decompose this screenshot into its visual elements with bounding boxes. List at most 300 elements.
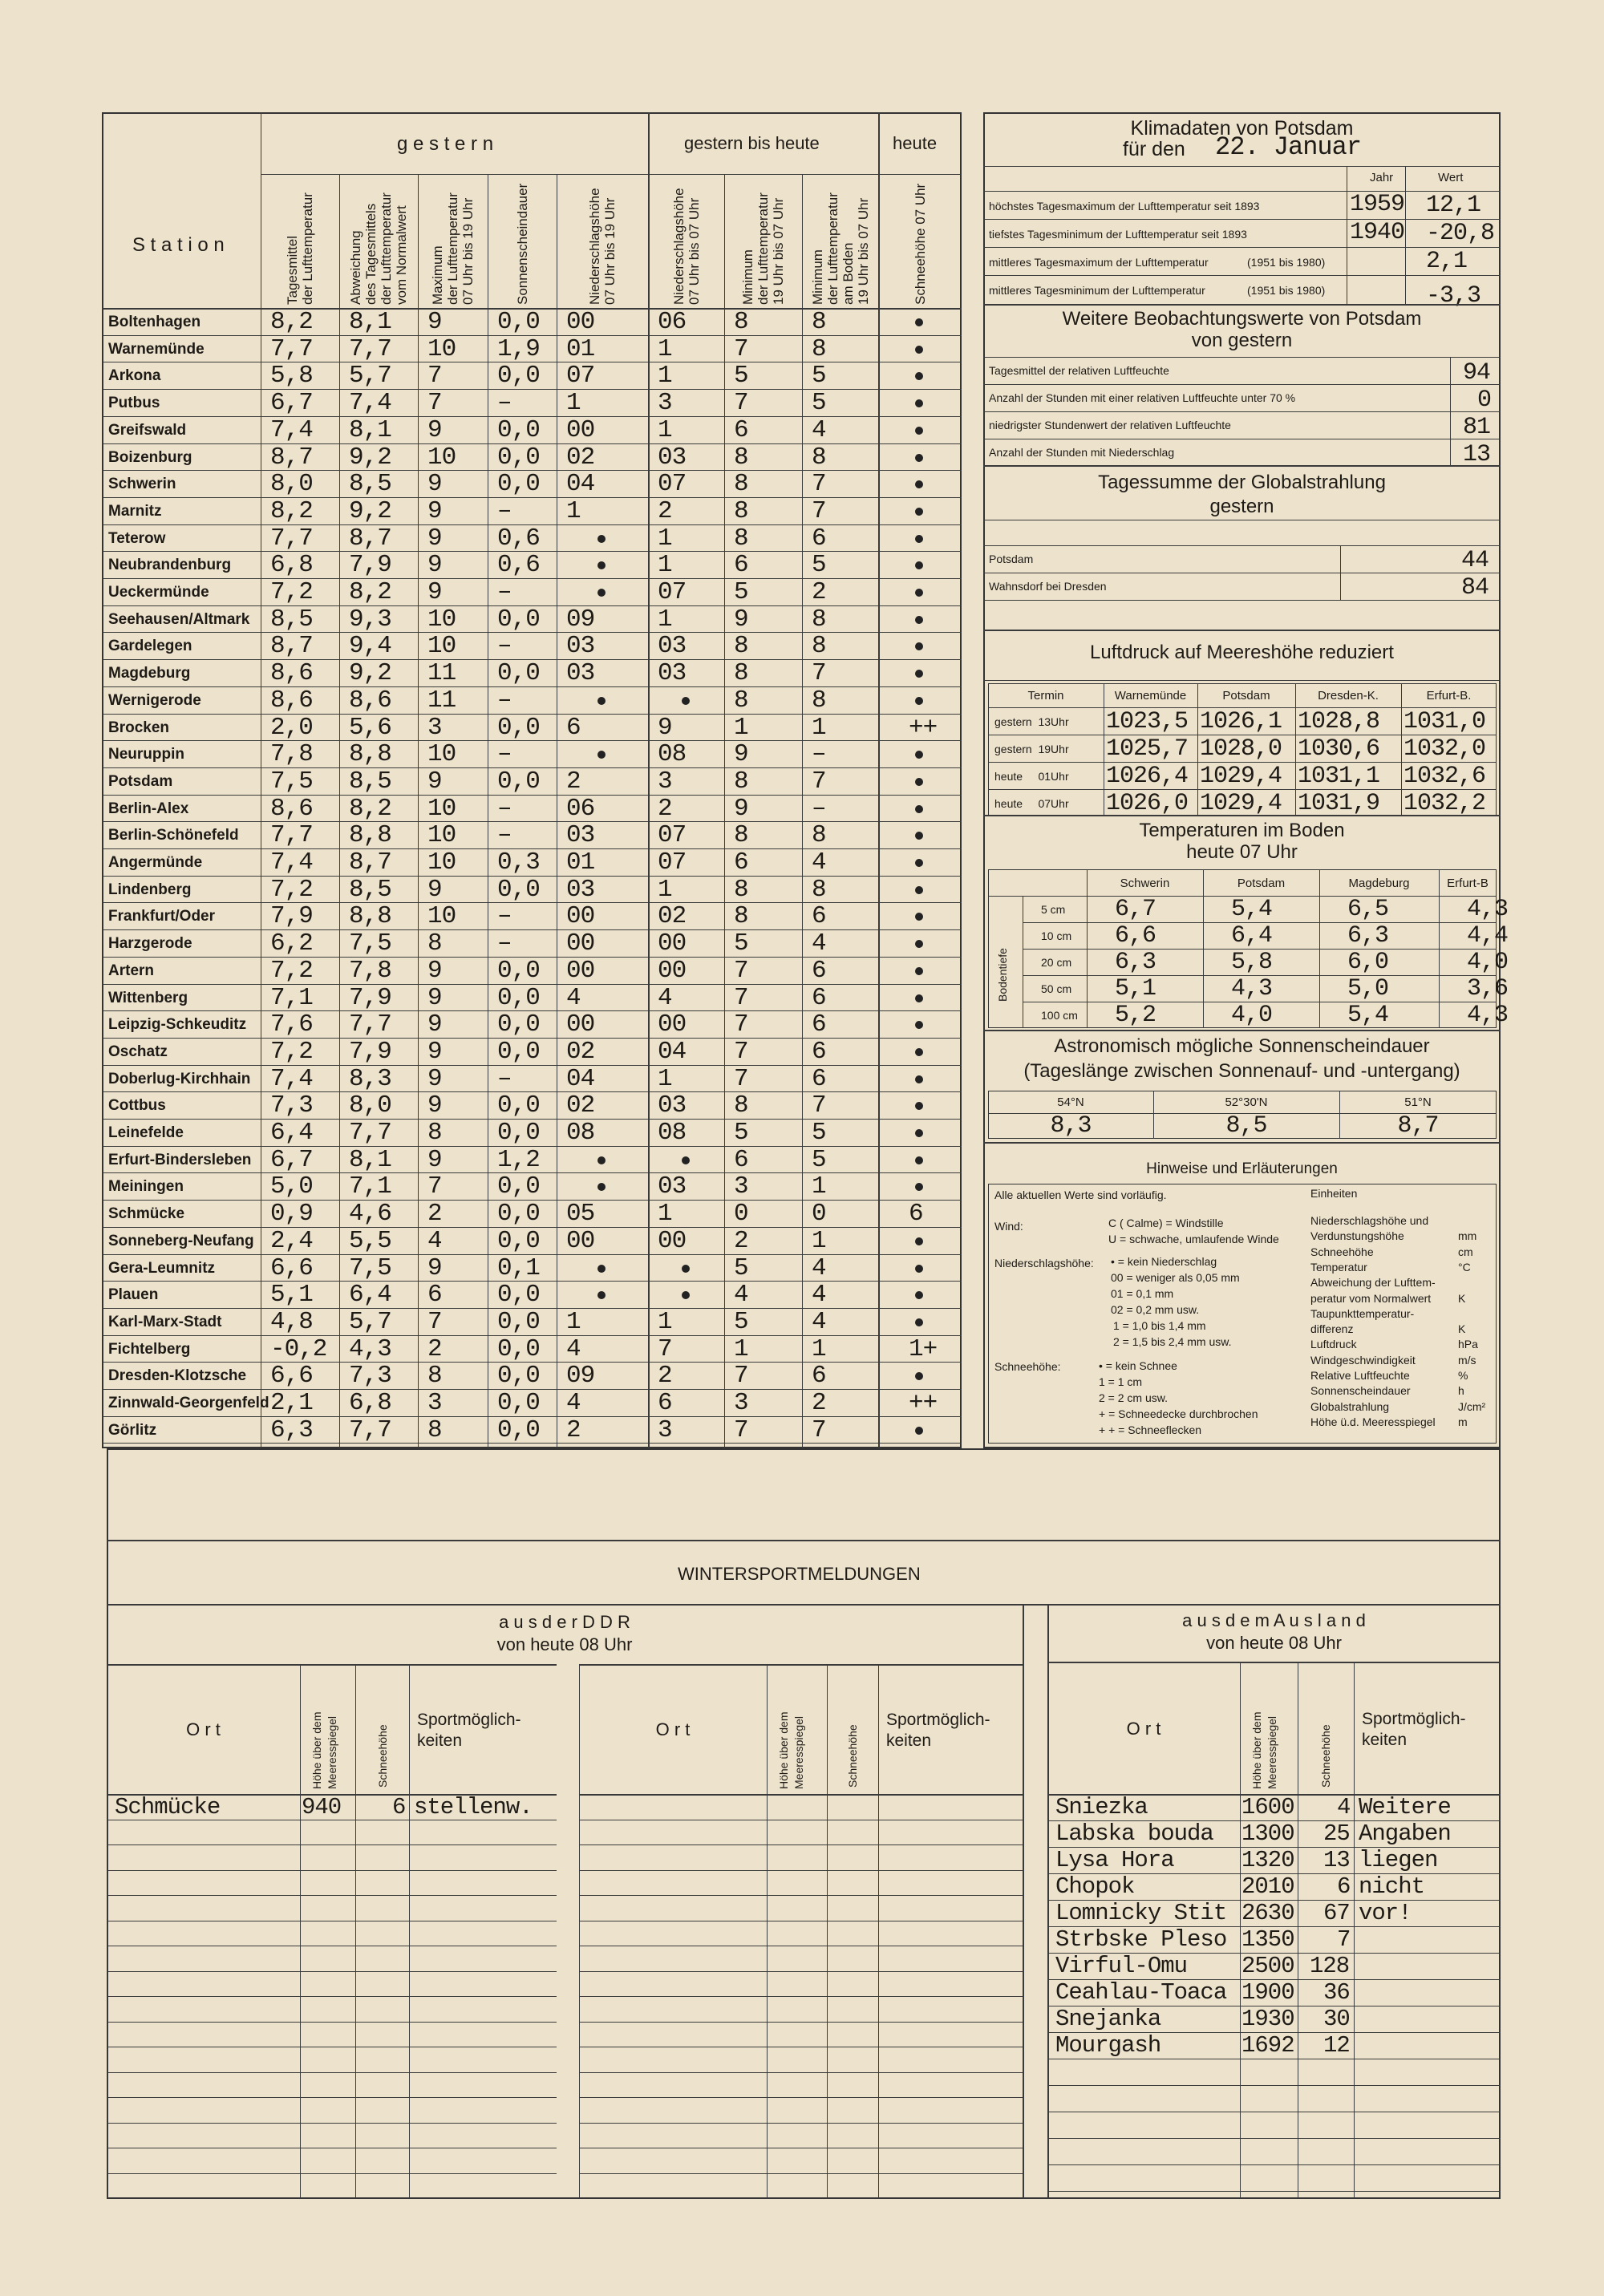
ddr-sport-header-2: keiten bbox=[417, 1731, 463, 1750]
value-cell: – bbox=[497, 496, 512, 525]
value-cell: 3 bbox=[427, 713, 442, 742]
ausland-schnee: 12 bbox=[1323, 2032, 1350, 2059]
value-cell: 00 bbox=[566, 902, 595, 931]
klima-wert: 2,1 bbox=[1426, 248, 1468, 275]
luftdruck-value: 1032,0 bbox=[1404, 735, 1486, 763]
station-name: Oschatz bbox=[108, 1043, 168, 1060]
unit-label: Sonnenscheindauer bbox=[1310, 1384, 1411, 1398]
value-cell: 1 bbox=[658, 524, 672, 553]
station-name: Karl-Marx-Stadt bbox=[108, 1313, 222, 1330]
boden-depth: 50 cm bbox=[1041, 982, 1072, 995]
value-cell: 7 bbox=[427, 1307, 442, 1336]
column-header-9 bbox=[913, 96, 928, 305]
station-name: Zinnwald-Georgenfeld bbox=[108, 1395, 269, 1411]
station-name: Seehausen/Altmark bbox=[108, 610, 250, 628]
station-name: Gardelegen bbox=[108, 638, 192, 655]
value-cell: 10 bbox=[427, 443, 456, 472]
ausland-schnee: 7 bbox=[1337, 1926, 1351, 1953]
value-cell: 0,0 bbox=[497, 875, 540, 904]
luftdruck-value: 1032,6 bbox=[1404, 763, 1486, 790]
luftdruck-title: Luftdruck auf Meereshöhe reduziert bbox=[1090, 642, 1394, 663]
station-name: Schmücke bbox=[108, 1205, 185, 1223]
ausland-schnee: 67 bbox=[1323, 1900, 1350, 1926]
astro-title: Astronomisch mögliche Sonnenscheindauer bbox=[1054, 1035, 1430, 1057]
boden-header: Erfurt-B bbox=[1447, 877, 1489, 890]
column-header-line: der Lufttemperatur bbox=[379, 192, 394, 305]
ausland-schnee: 128 bbox=[1310, 1953, 1350, 1979]
value-cell: 2 bbox=[734, 1226, 748, 1255]
ausland-col-divider bbox=[1354, 1662, 1355, 2199]
ddr-row-line bbox=[107, 1971, 557, 1972]
luftdruck-termin: gestern 13Uhr bbox=[994, 715, 1069, 728]
station-name: Artern bbox=[108, 962, 155, 979]
klima-row-range: (1951 bis 1980) bbox=[1247, 284, 1326, 297]
column-header-line: der Lufttemperatur bbox=[755, 192, 771, 305]
value-cell: 9 bbox=[427, 1064, 442, 1093]
station-name: Gera-Leumnitz bbox=[108, 1259, 216, 1277]
ddr-row-line bbox=[107, 2072, 557, 2073]
boden-depth: 10 cm bbox=[1041, 929, 1072, 942]
station-name: Erfurt-Bindersleben bbox=[108, 1151, 252, 1168]
luftdruck-value: 1023,5 bbox=[1106, 708, 1189, 735]
value-cell: 03 bbox=[566, 875, 595, 904]
ddr2-row-line bbox=[579, 2072, 1023, 2073]
value-cell: 2 bbox=[566, 767, 581, 796]
value-cell: 1 bbox=[658, 605, 672, 634]
value-cell: 3 bbox=[427, 1389, 442, 1417]
unit-label: Globalstrahlung bbox=[1310, 1399, 1390, 1413]
value-cell: 8,1 bbox=[349, 308, 391, 336]
value-cell: 5 bbox=[812, 362, 826, 391]
astro-value: 8,7 bbox=[1397, 1112, 1439, 1140]
value-cell: – bbox=[497, 632, 512, 661]
value-cell: 00 bbox=[658, 1010, 687, 1039]
value-cell: 9 bbox=[427, 496, 442, 525]
value-cell: 1 bbox=[566, 389, 581, 418]
hinweise-schnee-line: 2 = 2 cm usw. bbox=[1099, 1391, 1168, 1404]
value-cell: 0,0 bbox=[497, 362, 540, 391]
ausland-schnee: 36 bbox=[1323, 1979, 1350, 2006]
no-value-dot bbox=[915, 1265, 923, 1273]
column-header-2 bbox=[348, 96, 409, 305]
value-cell: – bbox=[497, 1064, 512, 1093]
value-cell: 7 bbox=[427, 389, 442, 418]
value-cell: 00 bbox=[658, 956, 687, 985]
value-cell: 8 bbox=[734, 308, 748, 336]
value-cell: 0,0 bbox=[497, 1010, 540, 1039]
ausland-hoehe: 2630 bbox=[1241, 1900, 1294, 1926]
value-cell: 06 bbox=[566, 794, 595, 823]
boden-depth: 5 cm bbox=[1041, 903, 1066, 916]
value-cell: 7,6 bbox=[270, 1010, 313, 1039]
ddr2-schnee-header: Schneehöhe bbox=[846, 1724, 859, 1788]
value-cell: 6,7 bbox=[270, 1145, 313, 1174]
value-cell: 5 bbox=[734, 362, 748, 391]
value-cell: 9 bbox=[427, 524, 442, 553]
station-name: Berlin-Alex bbox=[108, 800, 189, 817]
value-cell: 7,7 bbox=[349, 334, 391, 363]
klima-title: Klimadaten von Potsdam bbox=[1130, 117, 1354, 140]
value-cell: 8,2 bbox=[270, 308, 313, 336]
unit-value: K bbox=[1458, 1322, 1466, 1336]
boden-value: 4,3 bbox=[1467, 896, 1509, 923]
value-cell: 09 bbox=[566, 1362, 595, 1391]
value-cell: 8,3 bbox=[349, 1064, 391, 1093]
value-cell: 00 bbox=[566, 1010, 595, 1039]
value-cell: 8 bbox=[734, 902, 748, 931]
value-cell: 8,5 bbox=[270, 605, 313, 634]
column-header-6 bbox=[671, 96, 702, 305]
value-cell: 7 bbox=[734, 389, 748, 418]
value-cell: 00 bbox=[566, 956, 595, 985]
ddr-row-line bbox=[107, 2022, 557, 2023]
ausland-schnee-header: Schneehöhe bbox=[1319, 1724, 1332, 1788]
luftdruck-header: Dresden-K. bbox=[1318, 689, 1379, 703]
boden-value: 6,7 bbox=[1115, 896, 1156, 923]
row-divider bbox=[983, 384, 1501, 385]
ausland-ort: Ceahlau-Toaca bbox=[1055, 1979, 1227, 2006]
value-cell: 0,0 bbox=[497, 1334, 540, 1363]
value-cell: 9 bbox=[427, 1253, 442, 1282]
value-cell: 00 bbox=[566, 1226, 595, 1255]
boden-value: 5,2 bbox=[1115, 1002, 1156, 1029]
value-cell: 2 bbox=[812, 578, 826, 606]
value-cell: 04 bbox=[658, 1037, 687, 1066]
ausland-schnee: 4 bbox=[1337, 1794, 1351, 1820]
header-gestern-bis-heute: gestern bis heute bbox=[684, 133, 820, 153]
hinweise-schnee-label: Schneehöhe: bbox=[994, 1360, 1061, 1373]
column-divider bbox=[802, 174, 803, 1448]
ausland-ort: Labska bouda bbox=[1055, 1820, 1213, 1847]
ausland-ort: Mourgash bbox=[1055, 2032, 1161, 2059]
ausland-header-line bbox=[1047, 1662, 1501, 1663]
value-cell: 0,0 bbox=[497, 1281, 540, 1310]
value-cell: 11 bbox=[427, 686, 456, 715]
value-cell: 10 bbox=[427, 740, 456, 769]
value-cell: 9 bbox=[427, 956, 442, 985]
column-divider bbox=[418, 174, 419, 1448]
ddr-row-line bbox=[107, 2097, 557, 2098]
value-cell: 3 bbox=[658, 767, 672, 796]
klima-wert: -20,8 bbox=[1426, 220, 1495, 247]
column-header-line: Niederschlagshöhe bbox=[670, 188, 687, 305]
boden-depth: 100 cm bbox=[1041, 1009, 1078, 1022]
value-cell: 03 bbox=[658, 632, 687, 661]
weitere-row-value: 0 bbox=[1477, 387, 1492, 414]
no-value-dot bbox=[597, 535, 606, 543]
column-header-line: Abweichung bbox=[348, 230, 363, 305]
value-cell: 9,2 bbox=[349, 659, 391, 688]
value-cell: 0,0 bbox=[497, 1389, 540, 1417]
value-cell: 00 bbox=[566, 929, 595, 958]
value-cell: – bbox=[497, 389, 512, 418]
value-cell: 10 bbox=[427, 605, 456, 634]
klima-wert: -3,3 bbox=[1426, 282, 1481, 310]
station-name: Marnitz bbox=[108, 502, 162, 520]
ausland-sport-header-2: keiten bbox=[1362, 1730, 1408, 1749]
value-cell: 04 bbox=[566, 1064, 595, 1093]
column-header-4 bbox=[515, 96, 530, 305]
ausland-col-divider bbox=[1240, 1662, 1241, 2199]
ddr2-row-line bbox=[579, 2173, 1023, 2174]
value-cell: 0,6 bbox=[497, 524, 540, 553]
value-cell: 7,3 bbox=[349, 1362, 391, 1391]
klima-jahr-header: Jahr bbox=[1370, 171, 1394, 184]
value-cell: 10 bbox=[427, 848, 456, 877]
value-cell: 8 bbox=[734, 470, 748, 499]
value-cell: 10 bbox=[427, 334, 456, 363]
hinweise-wind-line: C ( Calme) = Windstille bbox=[1108, 1217, 1224, 1229]
value-cell: 7,2 bbox=[270, 578, 313, 606]
value-cell: 9 bbox=[427, 470, 442, 499]
boden-header: Potsdam bbox=[1237, 877, 1286, 890]
value-cell: 6 bbox=[566, 713, 581, 742]
value-cell: – bbox=[497, 902, 512, 931]
value-cell: 0 bbox=[734, 1200, 748, 1229]
value-cell: 11 bbox=[427, 659, 456, 688]
value-cell: 07 bbox=[658, 821, 687, 850]
value-cell: 0,0 bbox=[497, 956, 540, 985]
value-cell: 7,7 bbox=[270, 524, 313, 553]
no-value-dot bbox=[597, 1156, 606, 1164]
value-cell: 0,0 bbox=[497, 605, 540, 634]
value-cell: 6,8 bbox=[349, 1389, 391, 1417]
value-cell: 6 bbox=[812, 983, 826, 1012]
weitere-row-value: 81 bbox=[1463, 414, 1491, 441]
value-cell: 7 bbox=[427, 1172, 442, 1201]
row-divider bbox=[983, 275, 1501, 276]
value-cell: – bbox=[812, 794, 826, 823]
no-value-dot bbox=[682, 697, 690, 705]
no-value-dot bbox=[915, 1237, 923, 1245]
ddr-title: a u s d e r D D R bbox=[499, 1612, 630, 1632]
value-cell: 7 bbox=[734, 1362, 748, 1391]
value-cell: 1,2 bbox=[497, 1145, 540, 1174]
ddr-col-divider bbox=[409, 1664, 410, 2199]
value-cell: 5 bbox=[812, 1145, 826, 1174]
klima-row-label: mittleres Tagesminimum der Lufttemperatur bbox=[989, 284, 1205, 297]
column-header-line: 07 Uhr bis 19 Uhr bbox=[460, 197, 476, 305]
value-cell: 5,7 bbox=[349, 1307, 391, 1336]
value-cell: 8 bbox=[812, 875, 826, 904]
value-cell: 9 bbox=[427, 1010, 442, 1039]
value-cell: 7,5 bbox=[270, 767, 313, 796]
value-cell: 8 bbox=[812, 686, 826, 715]
ddr2-row-line bbox=[579, 2097, 1023, 2098]
ausland-hoehe: 1300 bbox=[1241, 1820, 1294, 1847]
value-cell: 4 bbox=[812, 1253, 826, 1282]
value-cell: 7,1 bbox=[349, 1172, 391, 1201]
ausland-sport-header-1: Sportmöglich- bbox=[1362, 1709, 1466, 1728]
unit-value: J/cm² bbox=[1458, 1399, 1486, 1413]
column-header-line: Tagesmittel bbox=[285, 236, 300, 305]
value-cell: 6 bbox=[812, 956, 826, 985]
ddr-col-divider bbox=[355, 1664, 356, 2199]
value-cell: 4,6 bbox=[349, 1200, 391, 1229]
ausland-ort-header: O r t bbox=[1126, 1718, 1161, 1739]
column-header-5 bbox=[587, 96, 618, 305]
value-cell: 4 bbox=[812, 1307, 826, 1336]
value-cell: 4,8 bbox=[270, 1307, 313, 1336]
klima-fuer-den: für den bbox=[1123, 138, 1185, 160]
value-cell: 1 bbox=[812, 1172, 826, 1201]
no-value-dot bbox=[915, 1129, 923, 1137]
boden-value: 5,8 bbox=[1231, 949, 1273, 976]
value-cell: 8,8 bbox=[349, 902, 391, 931]
hinweise-intro: Alle aktuellen Werte sind vorläufig. bbox=[994, 1188, 1167, 1201]
value-cell: 7,7 bbox=[270, 334, 313, 363]
station-name: Putbus bbox=[108, 395, 160, 412]
boden-value: 4,4 bbox=[1467, 922, 1509, 950]
value-cell: 8,5 bbox=[349, 470, 391, 499]
value-cell: 02 bbox=[566, 1091, 595, 1120]
value-cell: 6 bbox=[909, 1200, 923, 1229]
value-cell: 9 bbox=[427, 578, 442, 606]
value-cell: 0,0 bbox=[497, 415, 540, 444]
luftdruck-value: 1026,1 bbox=[1200, 708, 1282, 735]
value-cell: 9 bbox=[427, 983, 442, 1012]
klima-wert: 12,1 bbox=[1426, 192, 1481, 219]
value-cell: 02 bbox=[566, 443, 595, 472]
weitere-row-value: 13 bbox=[1463, 441, 1491, 468]
ausland-schnee: 6 bbox=[1337, 1873, 1351, 1900]
value-cell: 02 bbox=[658, 902, 687, 931]
column-header-line: des Tagesmittels bbox=[363, 203, 379, 305]
boden-subtitle: heute 07 Uhr bbox=[1186, 841, 1298, 863]
value-cell: 7 bbox=[812, 767, 826, 796]
value-cell: 1 bbox=[566, 1307, 581, 1336]
boden-value: 4,3 bbox=[1467, 1002, 1509, 1029]
station-name: Doberlug-Kirchhain bbox=[108, 1070, 251, 1087]
value-cell: 00 bbox=[658, 1226, 687, 1255]
value-cell: 5 bbox=[812, 551, 826, 580]
value-cell: 7,5 bbox=[349, 929, 391, 958]
value-cell: ++ bbox=[909, 1389, 938, 1417]
ddr2-ort-header: O r t bbox=[655, 1719, 691, 1739]
ddr2-sport-header-1: Sportmöglich- bbox=[886, 1711, 990, 1729]
value-cell: 6,6 bbox=[270, 1253, 313, 1282]
value-cell: 2 bbox=[427, 1200, 442, 1229]
luftdruck-value: 1025,7 bbox=[1106, 735, 1189, 763]
no-value-dot bbox=[682, 1156, 690, 1164]
no-value-dot bbox=[682, 1265, 690, 1273]
value-cell: 8 bbox=[812, 308, 826, 336]
ausland-hoehe: 1692 bbox=[1241, 2032, 1294, 2059]
value-cell: 2 bbox=[658, 496, 672, 525]
value-cell: 7,2 bbox=[270, 1037, 313, 1066]
value-cell: 0,0 bbox=[497, 1091, 540, 1120]
value-cell: 0,0 bbox=[497, 983, 540, 1012]
value-cell: 7 bbox=[658, 1334, 672, 1363]
hinweise-title: Hinweise und Erläuterungen bbox=[1146, 1160, 1338, 1177]
unit-label: Taupunkttemperatur- bbox=[1310, 1306, 1415, 1320]
value-cell: 9 bbox=[427, 1091, 442, 1120]
value-cell: 8,0 bbox=[270, 470, 313, 499]
ddr-ort: Schmücke bbox=[115, 1794, 221, 1820]
unit-label: Schneehöhe bbox=[1310, 1245, 1374, 1258]
unit-value: cm bbox=[1458, 1245, 1473, 1258]
column-header-line: der Lufttemperatur bbox=[300, 192, 315, 305]
unit-label: Verdunstungshöhe bbox=[1310, 1229, 1404, 1243]
column-divider bbox=[339, 174, 340, 1448]
value-cell: 2 bbox=[427, 1334, 442, 1363]
ausland-ort: Strbske Pleso bbox=[1055, 1926, 1227, 1953]
value-cell: 1 bbox=[658, 551, 672, 580]
column-header-line: 07 Uhr bis 07 Uhr bbox=[686, 197, 702, 305]
value-cell: 8,7 bbox=[349, 848, 391, 877]
value-cell: 7,4 bbox=[270, 848, 313, 877]
value-cell: 8 bbox=[734, 632, 748, 661]
unit-label: Höhe ü.d. Meeresspiegel bbox=[1310, 1415, 1436, 1428]
no-value-dot bbox=[682, 1291, 690, 1299]
hinweise-nied-label: Niederschlagshöhe: bbox=[994, 1257, 1094, 1269]
station-name: Boltenhagen bbox=[108, 314, 201, 330]
value-cell: 8 bbox=[734, 821, 748, 850]
value-cell: 9 bbox=[427, 767, 442, 796]
value-cell: 5,8 bbox=[270, 362, 313, 391]
value-cell: 7 bbox=[734, 1037, 748, 1066]
value-cell: 8,7 bbox=[349, 524, 391, 553]
value-cell: 7 bbox=[812, 470, 826, 499]
ddr-ort-header: O r t bbox=[186, 1719, 221, 1739]
value-cell: 7 bbox=[734, 1064, 748, 1093]
value-cell: 7,3 bbox=[270, 1091, 313, 1120]
value-cell: 07 bbox=[566, 362, 595, 391]
value-cell: 8,6 bbox=[270, 686, 313, 715]
value-cell: 7,4 bbox=[349, 389, 391, 418]
value-cell: 7,9 bbox=[349, 983, 391, 1012]
luftdruck-value: 1031,9 bbox=[1298, 790, 1380, 817]
value-cell: 5 bbox=[812, 1119, 826, 1147]
ddr2-row-line bbox=[579, 1971, 1023, 1972]
value-cell: 7,9 bbox=[349, 1037, 391, 1066]
value-cell: 1 bbox=[566, 496, 581, 525]
ddr-row-line bbox=[107, 2123, 557, 2124]
value-cell: 8 bbox=[734, 767, 748, 796]
value-cell: 3 bbox=[734, 1172, 748, 1201]
luftdruck-termin: heute 07Uhr bbox=[994, 797, 1069, 810]
hinweise-nied-line: 2 = 1,5 bis 2,4 mm usw. bbox=[1113, 1335, 1232, 1348]
value-cell: 8,2 bbox=[349, 578, 391, 606]
station-name: Brocken bbox=[108, 719, 170, 736]
value-cell: 2,0 bbox=[270, 713, 313, 742]
boden-header: Magdeburg bbox=[1348, 877, 1410, 890]
ausland-hoehe: 2500 bbox=[1241, 1953, 1294, 1979]
column-header-line: der Lufttemperatur bbox=[824, 192, 840, 305]
station-name: Cottbus bbox=[108, 1097, 166, 1115]
value-cell: 7,7 bbox=[349, 1119, 391, 1147]
value-cell: 6,8 bbox=[270, 551, 313, 580]
row-divider bbox=[983, 411, 1501, 412]
astro-subtitle: (Tageslänge zwischen Sonnenauf- und -untergang) bbox=[1023, 1060, 1460, 1082]
value-cell: 5 bbox=[734, 1253, 748, 1282]
value-cell: 0,0 bbox=[497, 659, 540, 688]
ausland-hoehe: 1600 bbox=[1241, 1794, 1294, 1820]
value-cell: 2 bbox=[812, 1389, 826, 1417]
boden-value: 5,4 bbox=[1347, 1002, 1389, 1029]
column-header-line: 19 Uhr bis 07 Uhr bbox=[855, 197, 871, 305]
ddr-row-line bbox=[107, 1844, 557, 1845]
luftdruck-termin: gestern 19Uhr bbox=[994, 743, 1069, 755]
ddr-row-line bbox=[107, 1895, 557, 1896]
value-cell: 7,7 bbox=[270, 821, 313, 850]
value-cell: 1 bbox=[658, 1064, 672, 1093]
hinweise-wind-label: Wind: bbox=[994, 1220, 1023, 1233]
value-cell: 0,0 bbox=[497, 1307, 540, 1336]
value-cell: 7,7 bbox=[349, 1010, 391, 1039]
header-heute: heute bbox=[893, 133, 938, 153]
value-cell: 3 bbox=[734, 1389, 748, 1417]
